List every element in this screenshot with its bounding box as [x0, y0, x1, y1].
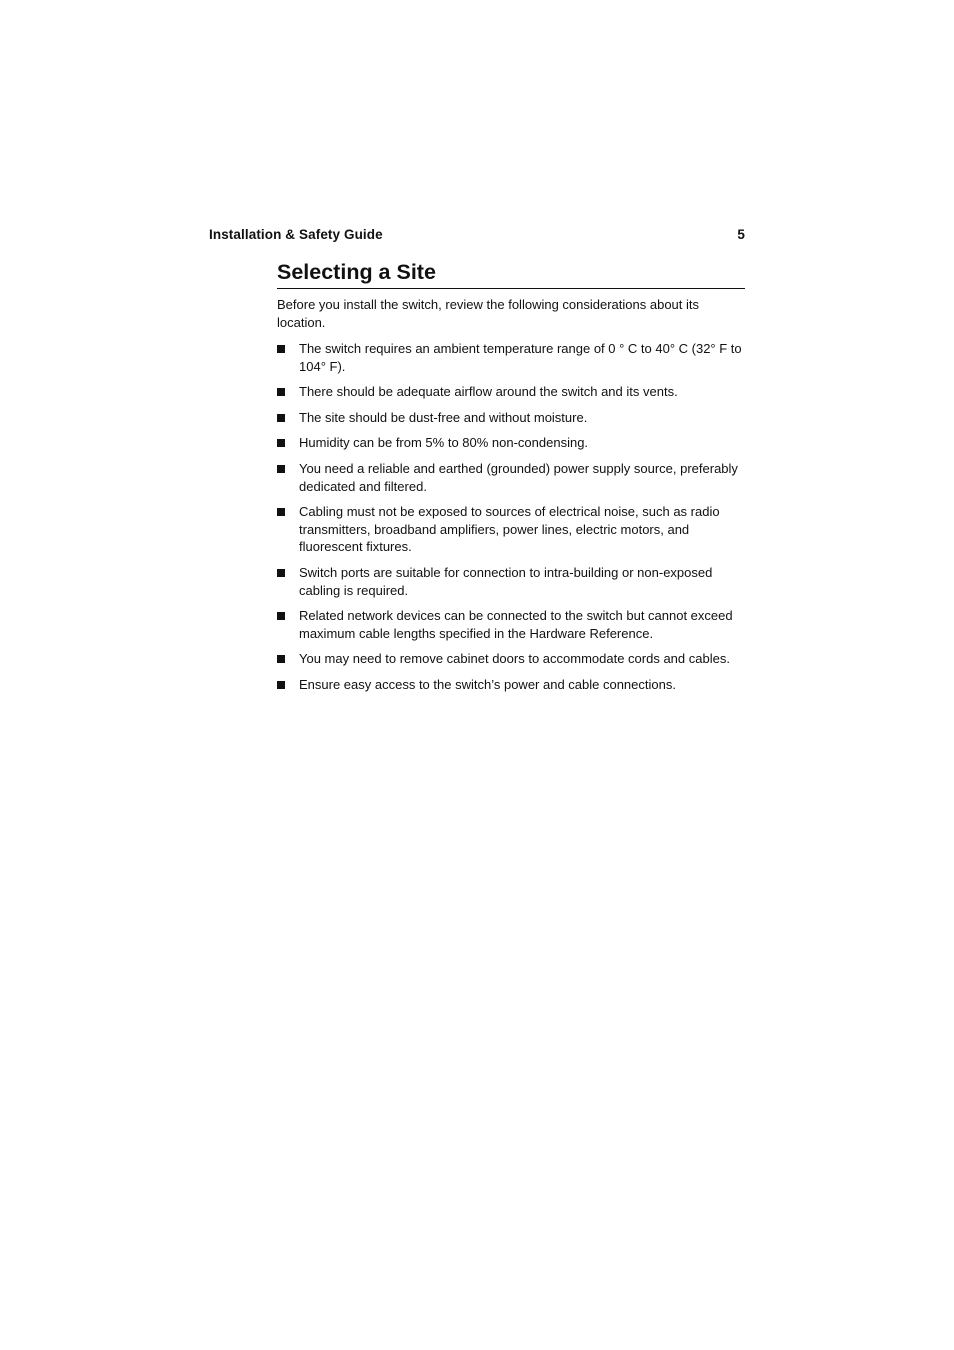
- running-header: [209, 227, 745, 247]
- square-bullet-icon: [277, 465, 285, 473]
- list-item: [277, 607, 747, 642]
- list-item-text: You need a reliable and earthed (grounded) power supply source, preferably dedicated and filtered.: [299, 460, 738, 494]
- square-bullet-icon: [277, 414, 285, 422]
- list-item-text: Cabling must not be exposed to sources of electrical noise, such as radio transmitters, broadband amplifiers, power lines, electric motors, and fluorescent fixtures.: [299, 504, 720, 555]
- site-considerations-list: [277, 340, 747, 702]
- square-bullet-icon: [277, 612, 285, 620]
- square-bullet-icon: [277, 439, 285, 447]
- list-item-text: The switch requires an ambient temperature range of 0 ° C to 40° C (32° F to 104° F).: [299, 341, 742, 374]
- list-item: [277, 340, 747, 375]
- list-item: [277, 503, 747, 556]
- list-item-text: Ensure easy access to the switch’s power and cable connections.: [299, 676, 676, 692]
- list-item-text: Switch ports are suitable for connection to intra-building or non-exposed cabling is required.: [299, 564, 713, 598]
- list-item: [277, 650, 747, 668]
- section-title: Selecting a Site: [277, 258, 745, 289]
- list-item: [277, 676, 747, 694]
- square-bullet-icon: [277, 345, 285, 353]
- list-item-text: The site should be dust-free and without moisture.: [299, 409, 588, 425]
- square-bullet-icon: [277, 388, 285, 396]
- list-item-text: You may need to remove cabinet doors to accommodate cords and cables.: [299, 651, 730, 667]
- list-item: [277, 383, 747, 401]
- list-item-text: There should be adequate airflow around the switch and its vents.: [299, 384, 678, 400]
- intro-paragraph: Before you install the switch, review the following considerations about its location.: [277, 297, 699, 330]
- list-item-text: Related network devices can be connected to the switch but cannot exceed maximum cable lengths specified in the Hardware Reference.: [299, 608, 733, 641]
- square-bullet-icon: [277, 508, 285, 516]
- running-title: Installation & Safety Guide: [209, 227, 383, 242]
- list-item-text: Humidity can be from 5% to 80% non-condensing.: [299, 435, 589, 451]
- square-bullet-icon: [277, 569, 285, 577]
- list-item: [277, 434, 747, 452]
- square-bullet-icon: [277, 681, 285, 689]
- list-item: [277, 409, 747, 427]
- list-item: [277, 564, 747, 599]
- square-bullet-icon: [277, 655, 285, 663]
- list-item: [277, 460, 747, 495]
- page-number: 5: [737, 227, 745, 242]
